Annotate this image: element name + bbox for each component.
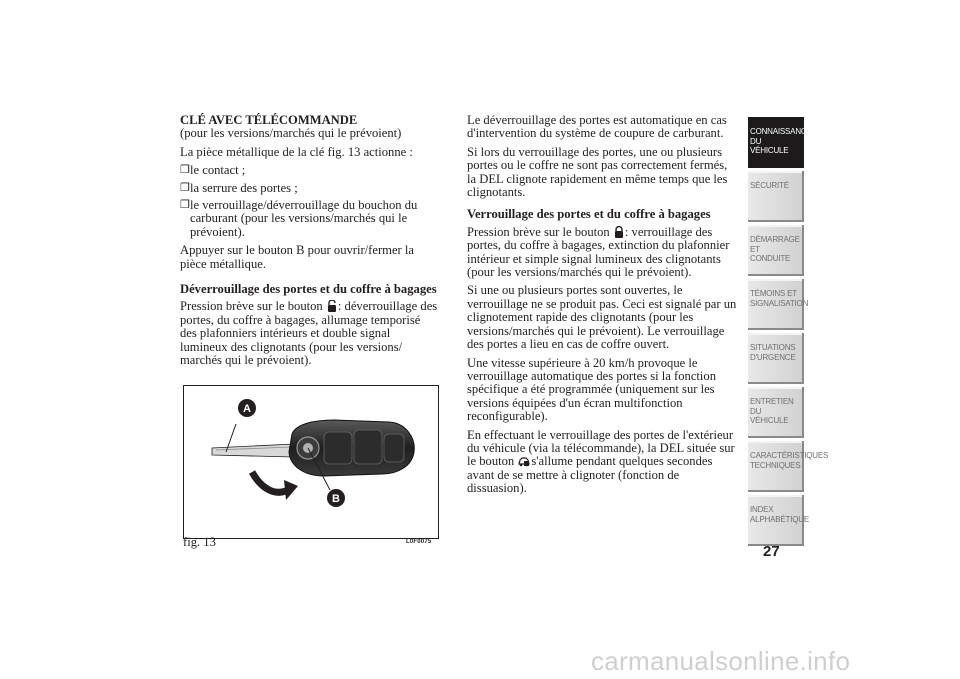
button-b-paragraph: Appuyer sur le bouton B pour ouvrir/fermer la pièce métallique. xyxy=(180,243,414,271)
tab-securite[interactable]: SÉCURITÉ xyxy=(748,171,804,222)
tab-index-alphabetique[interactable]: INDEX ALPHABÉTIQUE xyxy=(748,495,804,546)
tab-caracteristiques-techniques[interactable]: CARACTÉRISTIQUES TECHNIQUES xyxy=(748,441,804,492)
chapter-sidebar xyxy=(748,117,829,549)
unlock-icon xyxy=(327,300,337,312)
page-number: 27 xyxy=(763,543,780,560)
paragraph: Une vitesse supérieure à 20 km/h provoque le verrouillage automatique des portes si la fonction spécifique a été programmée (uniquement sur les versions équipées d'un écran multifonction reconfigurable). xyxy=(467,355,717,424)
left-column xyxy=(180,114,438,373)
list-item: ❒ la serrure des portes ; xyxy=(180,180,298,195)
lock-heading: Verrouillage des portes et du coffre à bagages xyxy=(467,207,711,222)
checkbox-icon: ❒ xyxy=(180,181,190,194)
unlock-paragraph: Pression brève sur le bouton : déverrouillage des portes, du coffre à bagages, allumage temporisé des plafonniers intérieurs et double signal lumineux des clignotants (pour les versions/ marchés qui le prévoient). xyxy=(180,299,438,368)
paragraph: Si lors du verrouillage des portes, une ou plusieurs portes ou le coffre ne sont pas correctement fermés, la DEL clignote rapidement en même temps que les clignotants. xyxy=(467,144,728,200)
paragraph: Si une ou plusieurs portes sont ouvertes, le verrouillage ne se produit pas. Ceci est signalé par un clignotement rapide des clignotants (pour les versions/marchés qui le prévoient). Le verrouillage des portes a lieu en cas de coffre ouvert. xyxy=(467,283,737,352)
tab-temoins-signalisation[interactable]: TÉMOINS ET SIGNALISATION xyxy=(748,279,804,330)
tab-entretien-vehicule[interactable]: ENTRETIEN DU VÉHICULE xyxy=(748,387,804,438)
lock-icon xyxy=(614,226,624,238)
figure-code: L0F0075 xyxy=(406,539,432,545)
right-column xyxy=(467,114,739,501)
list-item: ❒ le verrouillage/déverrouillage du bouchon du carburant (pour les versions/marchés qui le prévoient). xyxy=(180,198,418,239)
checkbox-icon: ❒ xyxy=(180,199,190,212)
list-item: ❒ le contact ; xyxy=(180,163,246,178)
paragraph: En effectuant le verrouillage des portes de l'extérieur du véhicule (via la télécommande), la DEL située sur le bouton s'allume pendant quelques secondes avant de se mettre à clignoter (fonction de dissuasion). xyxy=(467,427,735,496)
tab-situations-urgence[interactable]: SITUATIONS D'URGENCE xyxy=(748,333,804,384)
watermark: carmanualsonline.info xyxy=(591,646,851,676)
lock-paragraph: Pression brève sur le bouton : verrouillage des portes, du coffre à bagages, extinction du plafonnier intérieur et simple signal lumineux des clignotants (pour les versions/marchés qui le prévoient). xyxy=(467,224,730,280)
svg-text:A: A xyxy=(243,403,251,415)
key-functions-list xyxy=(180,164,438,239)
unlock-heading: Déverrouillage des portes et du coffre à bagages xyxy=(180,282,437,297)
tab-connaissance-vehicule[interactable]: CONNAISSANCE DU VÉHICULE xyxy=(748,117,804,168)
figure-caption: fig. 13 xyxy=(183,535,216,549)
car-lock-icon xyxy=(518,455,530,467)
key-figure xyxy=(183,385,439,539)
key-illustration xyxy=(184,386,438,538)
svg-text:B: B xyxy=(332,493,340,505)
section-title: CLÉ AVEC TÉLÉCOMMANDE xyxy=(180,113,358,127)
tab-demarrage-conduite[interactable]: DÉMARRAGE ET CONDUITE xyxy=(748,225,804,276)
paragraph: Le déverrouillage des portes est automatique en cas d'intervention du système de coupure de carburant. xyxy=(467,113,727,141)
intro-paragraph: La pièce métallique de la clé fig. 13 actionne : xyxy=(180,144,413,159)
section-subtitle: (pour les versions/marchés qui le prévoient) xyxy=(180,126,402,141)
checkbox-icon: ❒ xyxy=(180,164,190,177)
